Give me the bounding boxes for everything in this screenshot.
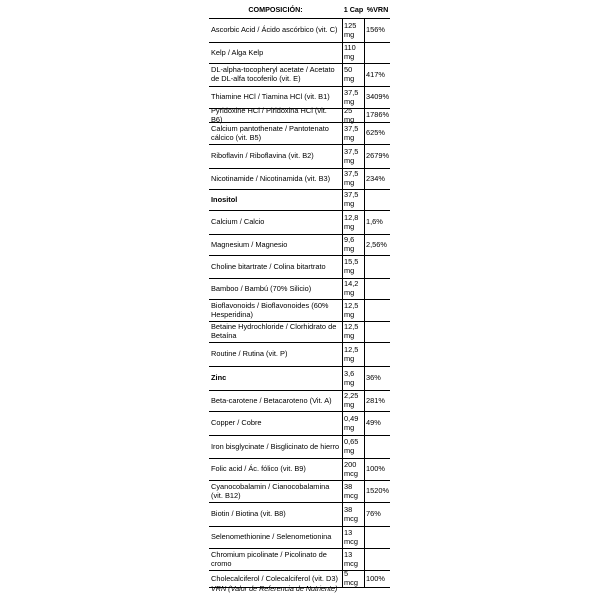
table-row (209, 235, 390, 256)
ingredient-name: Riboflavin / Riboflavina (vit. B2) (211, 151, 314, 161)
table-row (209, 43, 390, 64)
table-row (209, 123, 390, 145)
ingredient-name: Betaine Hydrochloride / Clorhidrato de Betaína (211, 322, 337, 340)
composition-table (209, 3, 390, 588)
ingredient-name: Bamboo / Bambú (70% Silicio) (211, 283, 312, 293)
amount-per-cap: 13 mcg (342, 549, 364, 570)
amount-per-cap: 38 mcg (342, 481, 364, 502)
table-row (209, 169, 390, 190)
ingredient-name: Biotin / Biotina (vit. B8) (211, 509, 286, 519)
ingredient-name: Folic acid / Ác. fólico (vit. B9) (211, 464, 306, 474)
footnote: VRN (Valor de Referencia de Nutriente) (211, 584, 338, 593)
ingredient-name: Cyanocobalamin / Cianocobalamina (vit. B12) (211, 481, 330, 500)
vrn-percent (364, 256, 390, 278)
ingredient-name: Calcium pantothenate / Pantotenato cálcico (vit. B5) (211, 123, 329, 142)
ingredient-name: Routine / Rutina (vit. P) (211, 349, 288, 359)
ingredient-name: Kelp / Alga Kelp (211, 47, 264, 57)
table-row (209, 300, 390, 322)
amount-per-cap: 5 mcg (342, 571, 364, 587)
amount-per-cap: 13 mcg (342, 527, 364, 548)
table-row (209, 64, 390, 87)
table-row (209, 481, 390, 503)
ingredient-name: Copper / Cobre (211, 418, 262, 428)
vrn-percent: 234% (364, 169, 390, 189)
amount-per-cap: 12,5 mg (342, 343, 364, 366)
amount-per-cap: 25 mg (342, 109, 364, 122)
vrn-percent: 2,56% (364, 235, 390, 255)
vrn-percent (364, 190, 390, 210)
vrn-percent: 417% (364, 64, 390, 86)
amount-per-cap: 9,6 mg (342, 235, 364, 255)
table-row (209, 145, 390, 169)
vrn-percent: 3409% (364, 87, 390, 108)
table-body (209, 19, 390, 588)
table-row (209, 459, 390, 481)
vrn-percent: 76% (364, 503, 390, 526)
amount-per-cap: 125 mg (342, 19, 364, 42)
amount-per-cap: 0,65 mg (342, 436, 364, 458)
ingredient-name: Choline bitartrate / Colina bitartrato (211, 261, 326, 271)
table-row (209, 367, 390, 391)
vrn-percent: 2679% (364, 145, 390, 168)
ingredient-name: Chromium picolinate / Picolinato de cromo (211, 549, 327, 568)
ingredient-name: DL-alpha-tocopheryl acetate / Acetato de DL-alfa tocoferilo (vit. E) (211, 65, 335, 83)
ingredient-name: Pyridoxine HCl / Piridoxina HCl (vit. B6) (211, 105, 327, 124)
vrn-percent: 1520% (364, 481, 390, 502)
amount-per-cap: 3,6 mg (342, 367, 364, 390)
vrn-percent (364, 527, 390, 548)
amount-per-cap: 0,49 mg (342, 412, 364, 435)
amount-per-cap: 37,5 mg (342, 190, 364, 210)
amount-per-cap: 110 mg (342, 43, 364, 63)
amount-per-cap: 200 mcg (342, 459, 364, 480)
amount-per-cap: 37,5 mg (342, 87, 364, 108)
amount-per-cap: 37,5 mg (342, 169, 364, 189)
ingredient-name: Zinc (211, 373, 227, 383)
ingredient-name: Inositol (211, 194, 238, 204)
amount-per-cap: 12,5 mg (342, 322, 364, 342)
table-row (209, 190, 390, 211)
vrn-percent (364, 322, 390, 342)
ingredient-name: Iron bisglycinate / Bisglicinato de hierro (211, 441, 340, 451)
table-row (209, 503, 390, 527)
ingredient-name: Cholecalciferol / Colecalciferol (vit. D3) (211, 573, 338, 583)
table-header (209, 3, 390, 19)
vrn-percent (364, 436, 390, 458)
vrn-percent: 1786% (364, 109, 390, 122)
vrn-percent (364, 300, 390, 321)
table-row (209, 412, 390, 436)
vrn-percent: 49% (364, 412, 390, 435)
table-row (209, 527, 390, 549)
vrn-percent: 281% (364, 391, 390, 411)
vrn-percent (364, 343, 390, 366)
table-row (209, 211, 390, 235)
amount-per-cap: 38 mcg (342, 503, 364, 526)
vrn-percent (364, 43, 390, 63)
amount-per-cap: 50 mg (342, 64, 364, 86)
ingredient-name: Nicotinamide / Nicotinamida (vit. B3) (211, 173, 331, 183)
vrn-percent (364, 279, 390, 299)
amount-per-cap: 14,2 mg (342, 279, 364, 299)
vrn-percent (364, 549, 390, 570)
header-vrn: %VRN (366, 5, 389, 15)
amount-per-cap: 2,25 mg (342, 391, 364, 411)
amount-per-cap: 12,8 mg (342, 211, 364, 234)
vrn-percent: 100% (364, 459, 390, 480)
table-row (209, 343, 390, 367)
amount-per-cap: 37,5 mg (342, 123, 364, 144)
vrn-percent: 625% (364, 123, 390, 144)
header-composition: COMPOSICIÓN: (248, 5, 303, 15)
amount-per-cap: 37,5 mg (342, 145, 364, 168)
table-row (209, 19, 390, 43)
ingredient-name: Bioflavonoids / Bioflavonoides (60% Hesperidina) (211, 300, 329, 319)
vrn-percent: 100% (364, 571, 390, 587)
vrn-percent: 156% (364, 19, 390, 42)
header-per-cap: 1 Cap (343, 5, 364, 15)
table-row (209, 436, 390, 459)
amount-per-cap: 15,5 mg (342, 256, 364, 278)
table-row (209, 391, 390, 412)
vrn-percent: 36% (364, 367, 390, 390)
ingredient-name: Selenomethionine / Selenometionina (211, 532, 332, 542)
ingredient-name: Magnesium / Magnesio (211, 239, 288, 249)
ingredient-name: Calcium / Calcio (211, 217, 265, 227)
table-row (209, 549, 390, 571)
amount-per-cap: 12,5 mg (342, 300, 364, 321)
table-row (209, 322, 390, 343)
vrn-percent: 1,6% (364, 211, 390, 234)
ingredient-name: Thiamine HCl / Tiamina HCl (vit. B1) (211, 92, 330, 102)
table-row (209, 256, 390, 279)
table-row (209, 105, 390, 124)
ingredient-name: Beta-carotene / Betacaroteno (Vit. A) (211, 395, 332, 405)
ingredient-name: Ascorbic Acid / Ácido ascórbico (vit. C) (211, 25, 338, 35)
table-row (209, 279, 390, 300)
